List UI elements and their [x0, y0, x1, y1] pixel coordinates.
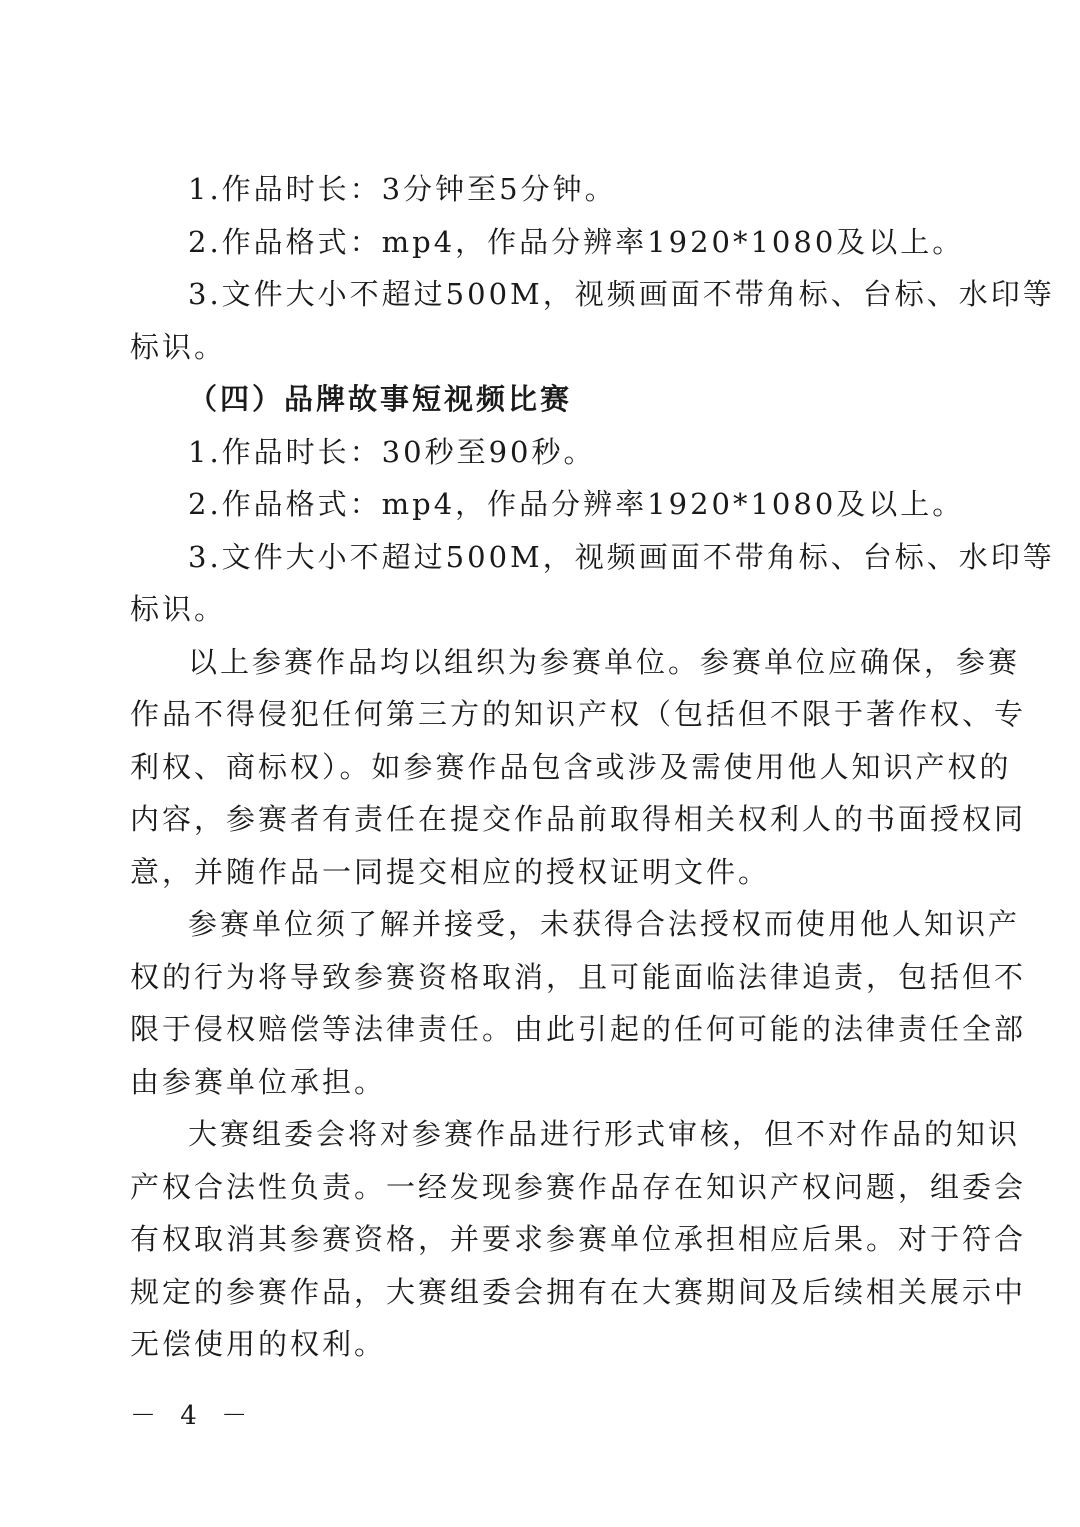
- page-number: － 4 －: [130, 1401, 256, 1431]
- size-item-2-continuation: 标识。: [130, 592, 227, 626]
- duration-item-2: 1.作品时长：30秒至90秒。: [188, 434, 596, 469]
- size-item-1: 3.文件大小不超过500M，视频画面不带角标、台标、水印等: [188, 277, 1055, 311]
- liability-paragraph-line-2: 权的行为将导致参赛资格取消，且可能面临法律追责，包括但不: [130, 959, 1027, 994]
- review-paragraph-line-2: 产权合法性负责。一经发现参赛作品存在知识产权问题，组委会: [130, 1169, 1027, 1204]
- ip-paragraph-line-4: 内容，参赛者有责任在提交作品前取得相关权利人的书面授权同: [130, 802, 1027, 836]
- review-paragraph-line-4: 规定的参赛作品，大赛组委会拥有在大赛期间及后续相关展示中: [130, 1274, 1027, 1309]
- ip-paragraph-line-1: 以上参赛作品均以组织为参赛单位。参赛单位应确保，参赛: [188, 644, 1021, 679]
- duration-item-1: 1.作品时长：3分钟至5分钟。: [188, 172, 617, 206]
- liability-paragraph-line-4: 由参赛单位承担。: [130, 1064, 387, 1099]
- review-paragraph-line-5: 无偿使用的权利。: [130, 1327, 387, 1361]
- liability-paragraph-line-3: 限于侵权赔偿等法律责任。由此引起的任何可能的法律责任全部: [130, 1012, 1027, 1046]
- document-body: [130, 163, 1055, 1371]
- ip-paragraph-line-3: 利权、商标权）。如参赛作品包含或涉及需使用他人知识产权的: [130, 749, 1012, 784]
- review-paragraph-line-3: 有权取消其参赛资格，并要求参赛单位承担相应后果。对于符合: [130, 1222, 1027, 1256]
- format-item-2: 2.作品格式：mp4，作品分辨率1920*1080及以上。: [188, 487, 965, 521]
- section-heading-brand-story: （四）品牌故事短视频比赛: [188, 382, 573, 416]
- ip-paragraph-line-5: 意，并随作品一同提交相应的授权证明文件。: [130, 854, 771, 889]
- format-item-1: 2.作品格式：mp4，作品分辨率1920*1080及以上。: [188, 224, 965, 259]
- review-paragraph-line-1: 大赛组委会将对参赛作品进行形式审核，但不对作品的知识: [188, 1117, 1021, 1151]
- size-item-1-continuation: 标识。: [130, 329, 227, 364]
- size-item-2: 3.文件大小不超过500M，视频画面不带角标、台标、水印等: [188, 539, 1055, 574]
- ip-paragraph-line-2: 作品不得侵犯任何第三方的知识产权（包括但不限于著作权、专: [130, 697, 1027, 731]
- liability-paragraph-line-1: 参赛单位须了解并接受，未获得合法授权而使用他人知识产: [188, 907, 1021, 941]
